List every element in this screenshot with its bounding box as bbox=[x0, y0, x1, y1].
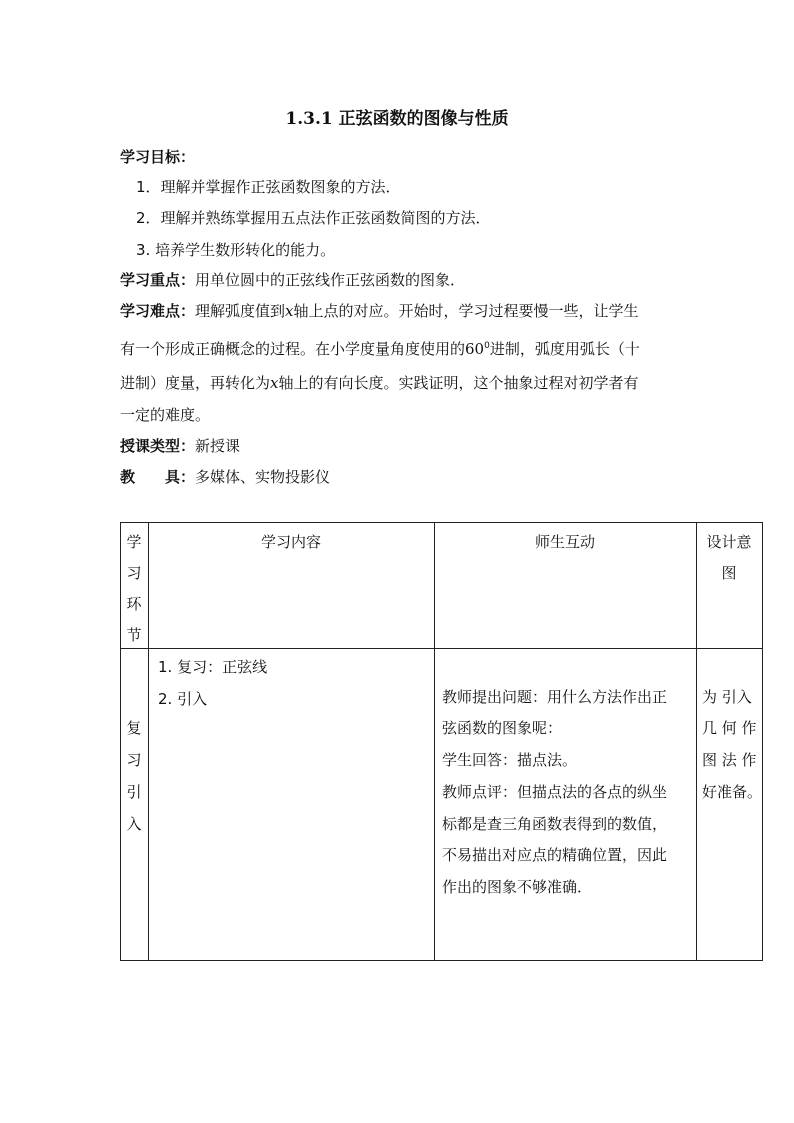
content-item-intro: 2. 引入 bbox=[158, 690, 208, 708]
difficulty-line-4: 一定的难度。 bbox=[120, 406, 211, 424]
header-stage-char: 学 bbox=[126, 533, 142, 551]
difficulty-text-1a: 理解弧度值到 bbox=[195, 302, 286, 320]
header-stage-char: 习 bbox=[126, 564, 142, 582]
header-stage-char: 节 bbox=[126, 626, 142, 644]
difficulty-line-3 bbox=[120, 372, 639, 393]
difficulty-text-1b: 轴上点的对应。开始时，学习过程要慢一些，让学生 bbox=[293, 302, 639, 320]
table-column-divider-3 bbox=[696, 522, 697, 961]
interaction-line: 学生回答：描点法。 bbox=[442, 751, 578, 769]
table-column-divider-2 bbox=[434, 522, 435, 961]
design-line: 几 何 作 bbox=[702, 719, 757, 737]
difficulty-text-2b: 进制，弧度用弧长（十 bbox=[489, 340, 640, 358]
row-stage-char: 习 bbox=[126, 751, 142, 769]
lesson-type bbox=[120, 435, 240, 456]
difficulty-text-3b: 轴上的有向长度。实践证明，这个抽象过程对初学者有 bbox=[278, 374, 639, 392]
interaction-line: 标都是查三角函数表得到的数值， bbox=[442, 815, 668, 833]
row-stage-char: 复 bbox=[126, 719, 142, 737]
interaction-line: 作出的图象不够准确． bbox=[442, 878, 593, 896]
design-line: 好准备。 bbox=[702, 783, 763, 801]
header-interaction: 师生互动 bbox=[534, 533, 595, 551]
interaction-line: 弦函数的图象呢： bbox=[442, 719, 563, 737]
base-superscript: 0 bbox=[484, 341, 490, 351]
teaching-tools bbox=[120, 466, 330, 487]
objective-item-2: 2．理解并熟练掌握用五点法作正弦函数简图的方法． bbox=[136, 209, 491, 227]
difficulty-text-2a: 有一个形成正确概念的过程。在小学度量角度使用的 bbox=[120, 340, 466, 358]
interaction-line: 不易描出对应点的精确位置，因此 bbox=[442, 846, 668, 864]
difficulty-line-2 bbox=[120, 338, 640, 359]
table-header-divider bbox=[120, 648, 763, 649]
lesson-type-label: 授课类型： bbox=[120, 437, 196, 455]
table-border-right bbox=[762, 522, 763, 961]
interaction-line: 教师提出问题：用什么方法作出正 bbox=[442, 688, 668, 706]
key-point-label: 学习重点： bbox=[120, 271, 196, 289]
x-variable: x bbox=[285, 302, 294, 320]
row-stage-char: 入 bbox=[126, 815, 142, 833]
row-stage-char: 引 bbox=[126, 783, 142, 801]
objective-item-3: 3. 培养学生数形转化的能力。 bbox=[136, 241, 336, 259]
table-border-bottom bbox=[120, 960, 763, 961]
header-content: 学习内容 bbox=[260, 533, 321, 551]
header-design: 图 bbox=[721, 564, 737, 582]
header-design: 设计意 bbox=[706, 533, 752, 551]
difficulty-label: 学习难点： bbox=[120, 302, 196, 320]
key-point bbox=[120, 269, 465, 290]
x-variable-2: x bbox=[270, 374, 279, 392]
table-border-top bbox=[120, 522, 763, 523]
base-number: 60 bbox=[465, 340, 485, 358]
table-column-divider-1 bbox=[148, 522, 149, 961]
interaction-line: 教师点评：但描点法的各点的纵坐 bbox=[442, 783, 668, 801]
content-item-review: 1. 复习：正弦线 bbox=[158, 658, 268, 676]
objectives-label: 学习目标： bbox=[120, 148, 196, 166]
teaching-tools-text: 多媒体、实物投影仪 bbox=[195, 468, 331, 486]
design-line: 为 引入 bbox=[702, 688, 752, 706]
objective-item-1: 1．理解并掌握作正弦函数图象的方法． bbox=[136, 178, 401, 196]
key-point-text: 用单位圆中的正弦线作正弦函数的图象． bbox=[195, 271, 466, 289]
lesson-type-text: 新授课 bbox=[195, 437, 241, 455]
difficulty-text-3a: 进制）度量，再转化为 bbox=[120, 374, 271, 392]
header-stage-char: 环 bbox=[126, 595, 142, 613]
design-line: 图 法 作 bbox=[702, 751, 757, 769]
table-border-left bbox=[120, 522, 121, 961]
teaching-tools-label: 教 具： bbox=[120, 468, 196, 486]
page-title: 1.3.1 正弦函数的图像与性质 bbox=[285, 109, 509, 129]
difficulty-line-1 bbox=[120, 300, 639, 321]
